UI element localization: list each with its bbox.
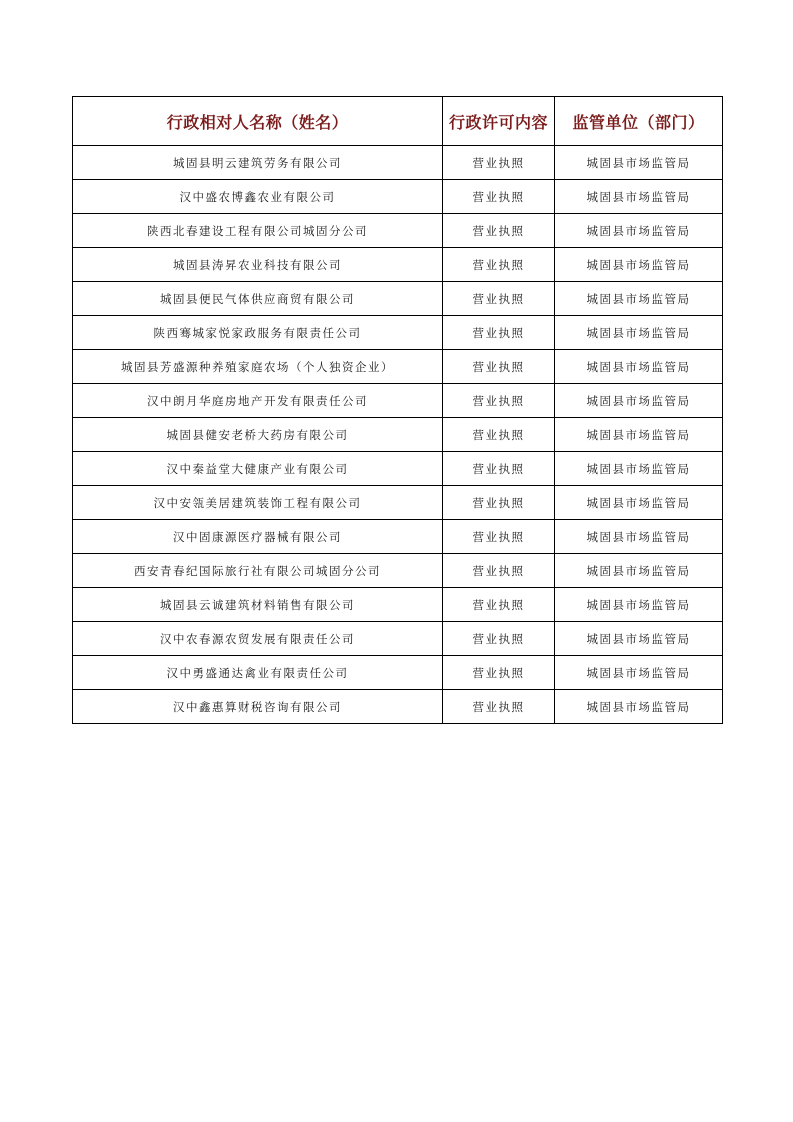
table-row: [73, 690, 723, 724]
table-row: [73, 520, 723, 554]
table-row: [73, 554, 723, 588]
cell-supervising-unit: 城固县市场监管局: [555, 656, 723, 690]
table-row: [73, 588, 723, 622]
cell-supervising-unit: 城固县市场监管局: [555, 384, 723, 418]
cell-supervising-unit: 城固县市场监管局: [555, 554, 723, 588]
table-row: [73, 384, 723, 418]
cell-supervising-unit: 城固县市场监管局: [555, 452, 723, 486]
cell-entity-name: 城固县便民气体供应商贸有限公司: [73, 282, 443, 316]
table-row: [73, 622, 723, 656]
cell-entity-name: 陕西北春建设工程有限公司城固分公司: [73, 214, 443, 248]
cell-license-content: 营业执照: [443, 384, 555, 418]
cell-supervising-unit: 城固县市场监管局: [555, 350, 723, 384]
cell-entity-name: 汉中勇盛通达禽业有限责任公司: [73, 656, 443, 690]
cell-entity-name: 陕西骞城家悦家政服务有限责任公司: [73, 316, 443, 350]
cell-license-content: 营业执照: [443, 656, 555, 690]
cell-license-content: 营业执照: [443, 316, 555, 350]
table-row: [73, 316, 723, 350]
cell-supervising-unit: 城固县市场监管局: [555, 622, 723, 656]
cell-license-content: 营业执照: [443, 350, 555, 384]
cell-supervising-unit: 城固县市场监管局: [555, 180, 723, 214]
table-row: [73, 146, 723, 180]
cell-license-content: 营业执照: [443, 554, 555, 588]
cell-entity-name: 城固县明云建筑劳务有限公司: [73, 146, 443, 180]
table-row: [73, 452, 723, 486]
cell-supervising-unit: 城固县市场监管局: [555, 520, 723, 554]
cell-entity-name: 汉中农春源农贸发展有限责任公司: [73, 622, 443, 656]
cell-license-content: 营业执照: [443, 248, 555, 282]
cell-license-content: 营业执照: [443, 282, 555, 316]
cell-entity-name: 汉中秦益堂大健康产业有限公司: [73, 452, 443, 486]
header-supervising-unit: 监管单位（部门）: [555, 97, 723, 146]
cell-license-content: 营业执照: [443, 214, 555, 248]
table-row: [73, 180, 723, 214]
table-row: [73, 282, 723, 316]
cell-supervising-unit: 城固县市场监管局: [555, 588, 723, 622]
cell-supervising-unit: 城固县市场监管局: [555, 146, 723, 180]
table-body: [73, 146, 723, 724]
table-header-row: [73, 97, 723, 146]
table-row: [73, 248, 723, 282]
header-license-content: 行政许可内容: [443, 97, 555, 146]
cell-supervising-unit: 城固县市场监管局: [555, 690, 723, 724]
cell-entity-name: 城固县健安老桥大药房有限公司: [73, 418, 443, 452]
cell-entity-name: 西安青春纪国际旅行社有限公司城固分公司: [73, 554, 443, 588]
cell-license-content: 营业执照: [443, 418, 555, 452]
table-row: [73, 350, 723, 384]
table-row: [73, 486, 723, 520]
cell-supervising-unit: 城固县市场监管局: [555, 418, 723, 452]
cell-supervising-unit: 城固县市场监管局: [555, 282, 723, 316]
header-entity-name: 行政相对人名称（姓名）: [73, 97, 443, 146]
cell-entity-name: 汉中盛农博鑫农业有限公司: [73, 180, 443, 214]
cell-supervising-unit: 城固县市场监管局: [555, 316, 723, 350]
cell-license-content: 营业执照: [443, 690, 555, 724]
cell-entity-name: 城固县云诚建筑材料销售有限公司: [73, 588, 443, 622]
cell-license-content: 营业执照: [443, 180, 555, 214]
cell-license-content: 营业执照: [443, 146, 555, 180]
cell-supervising-unit: 城固县市场监管局: [555, 214, 723, 248]
license-table: [72, 96, 723, 724]
cell-license-content: 营业执照: [443, 486, 555, 520]
cell-supervising-unit: 城固县市场监管局: [555, 486, 723, 520]
cell-entity-name: 城固县涛昇农业科技有限公司: [73, 248, 443, 282]
cell-license-content: 营业执照: [443, 452, 555, 486]
cell-license-content: 营业执照: [443, 588, 555, 622]
table-row: [73, 214, 723, 248]
cell-entity-name: 城固县芳盛源种养殖家庭农场（个人独资企业）: [73, 350, 443, 384]
cell-supervising-unit: 城固县市场监管局: [555, 248, 723, 282]
table-row: [73, 418, 723, 452]
table-row: [73, 656, 723, 690]
cell-entity-name: 汉中固康源医疗器械有限公司: [73, 520, 443, 554]
cell-license-content: 营业执照: [443, 622, 555, 656]
cell-entity-name: 汉中鑫惠算财税咨询有限公司: [73, 690, 443, 724]
cell-entity-name: 汉中朗月华庭房地产开发有限责任公司: [73, 384, 443, 418]
cell-license-content: 营业执照: [443, 520, 555, 554]
cell-entity-name: 汉中安瓴美居建筑装饰工程有限公司: [73, 486, 443, 520]
